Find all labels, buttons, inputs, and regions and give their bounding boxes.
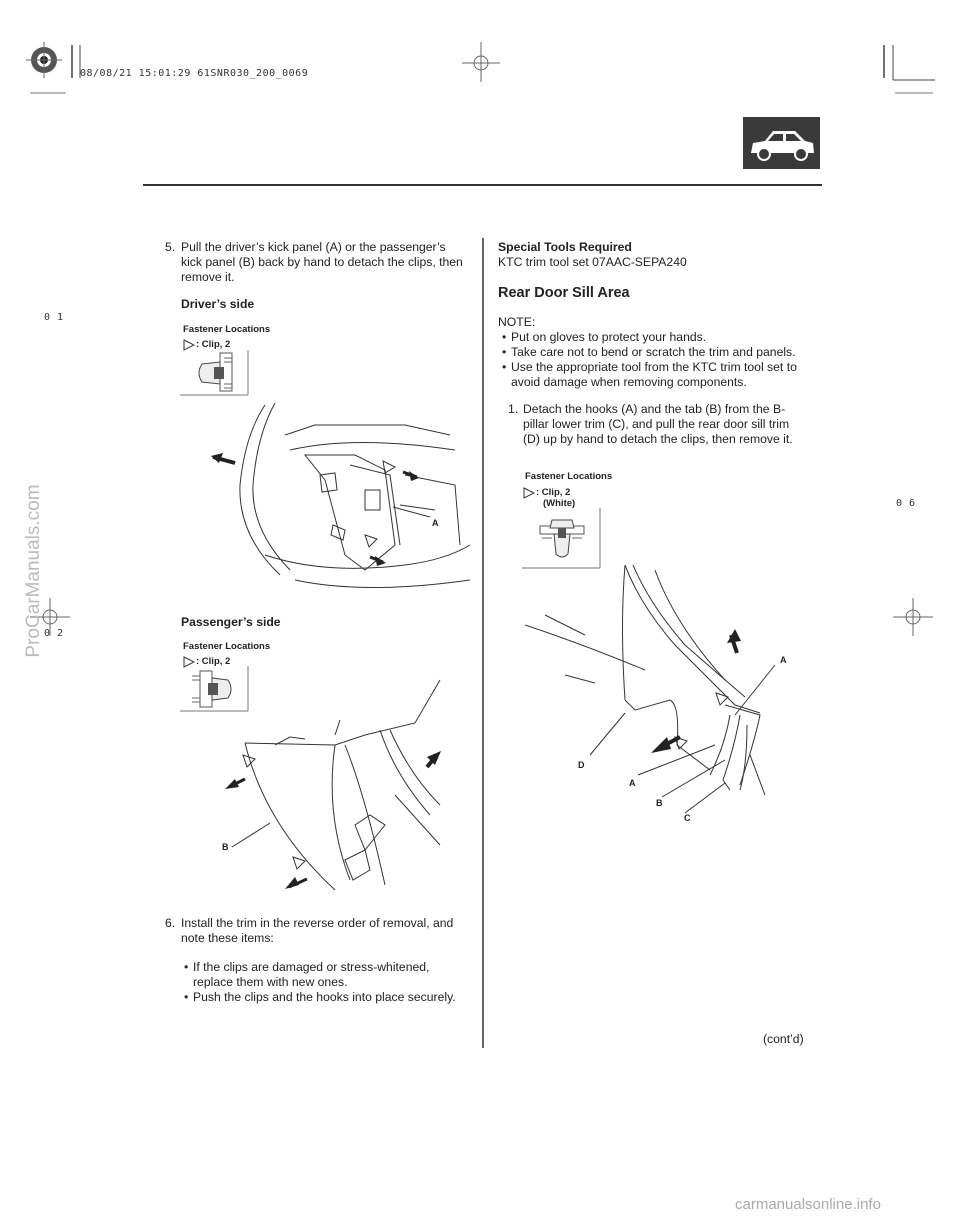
- crosshair-icon: [893, 598, 933, 636]
- special-tools-heading: Special Tools Required: [498, 240, 632, 254]
- fastener-locations-title: Fastener Locations: [525, 471, 613, 482]
- drivers-side-heading: Driver’s side: [181, 297, 255, 311]
- fastener-locations-title: Fastener Locations: [183, 324, 271, 335]
- margin-mark-01: 0 1: [44, 312, 64, 323]
- margin-mark-06: 0 6: [896, 498, 916, 509]
- passengers-kick-panel-illustration: [215, 675, 445, 900]
- note-item: Put on gloves to protect your hands.: [511, 330, 707, 344]
- clip-color-note: (White): [543, 498, 576, 509]
- callout-a-hook-upper: A: [780, 655, 787, 665]
- callout-b: B: [222, 842, 229, 852]
- callout-c: C: [684, 813, 691, 823]
- car-section-icon: [743, 117, 820, 169]
- step-6-text: Install the trim in the reverse order of removal, and note these items:: [181, 916, 454, 945]
- step-1-text: Detach the hooks (A) and the tab (B) from the B-pillar lower trim (C), and pull the rear door sill trim (D) up by hand to detach the clips, then remove it.: [523, 402, 793, 446]
- step-6-bullet: Push the clips and the hooks into place securely.: [193, 990, 456, 1004]
- margin-mark-02: 0 2: [44, 628, 64, 639]
- callout-a: A: [432, 518, 439, 528]
- step-1-number: 1.: [508, 402, 519, 416]
- callout-a-hook-lower: A: [629, 778, 636, 788]
- section-title: Rear Door Sill Area: [498, 285, 630, 301]
- clip-triangle-icon: [523, 486, 535, 504]
- step-5-number: 5.: [165, 240, 176, 254]
- continued-label: (cont’d): [763, 1032, 804, 1046]
- print-job-mark: 08/08/21 15:01:29 61SNR030_200_0069: [80, 68, 309, 79]
- bullet-icon: •: [184, 960, 189, 974]
- bullet-icon: •: [502, 360, 507, 374]
- fastener-locations-title: Fastener Locations: [183, 641, 271, 652]
- note-item: Use the appropriate tool from the KTC trim tool set to avoid damage when removing components.: [511, 360, 797, 389]
- crosshair-icon: [462, 42, 500, 82]
- drivers-kick-panel-illustration: [205, 395, 475, 600]
- clip-label: : Clip, 2: [196, 339, 231, 350]
- bullet-icon: •: [502, 330, 507, 344]
- clip-label: : Clip, 2: [196, 656, 231, 667]
- watermark-carmanualsonline[interactable]: carmanualsonline.info: [735, 1196, 881, 1213]
- clip-detail-drawing: [522, 508, 602, 570]
- note-label: NOTE:: [498, 315, 536, 329]
- watermark-procarmanuals[interactable]: ProCarManuals.com: [23, 484, 44, 658]
- callout-d: D: [578, 760, 585, 770]
- bullet-icon: •: [502, 345, 507, 359]
- step-6-bullet: If the clips are damaged or stress-whitened, replace them with new ones.: [193, 960, 430, 989]
- step-6-number: 6.: [165, 916, 176, 930]
- registration-target-icon: [26, 42, 62, 78]
- rear-door-sill-illustration: [525, 565, 785, 825]
- clip-detail-drawing: [180, 350, 250, 396]
- callout-b-tab: B: [656, 798, 663, 808]
- passengers-side-heading: Passenger’s side: [181, 615, 281, 629]
- bullet-icon: •: [184, 990, 189, 1004]
- clip-label: : Clip, 2: [536, 487, 571, 498]
- note-item: Take care not to bend or scratch the trim and panels.: [511, 345, 796, 359]
- step-5-text: Pull the driver’s kick panel (A) or the passenger’s kick panel (B) back by hand to detach the clips, then remove it.: [181, 240, 463, 284]
- special-tools-text: KTC trim tool set 07AAC-SEPA240: [498, 255, 687, 269]
